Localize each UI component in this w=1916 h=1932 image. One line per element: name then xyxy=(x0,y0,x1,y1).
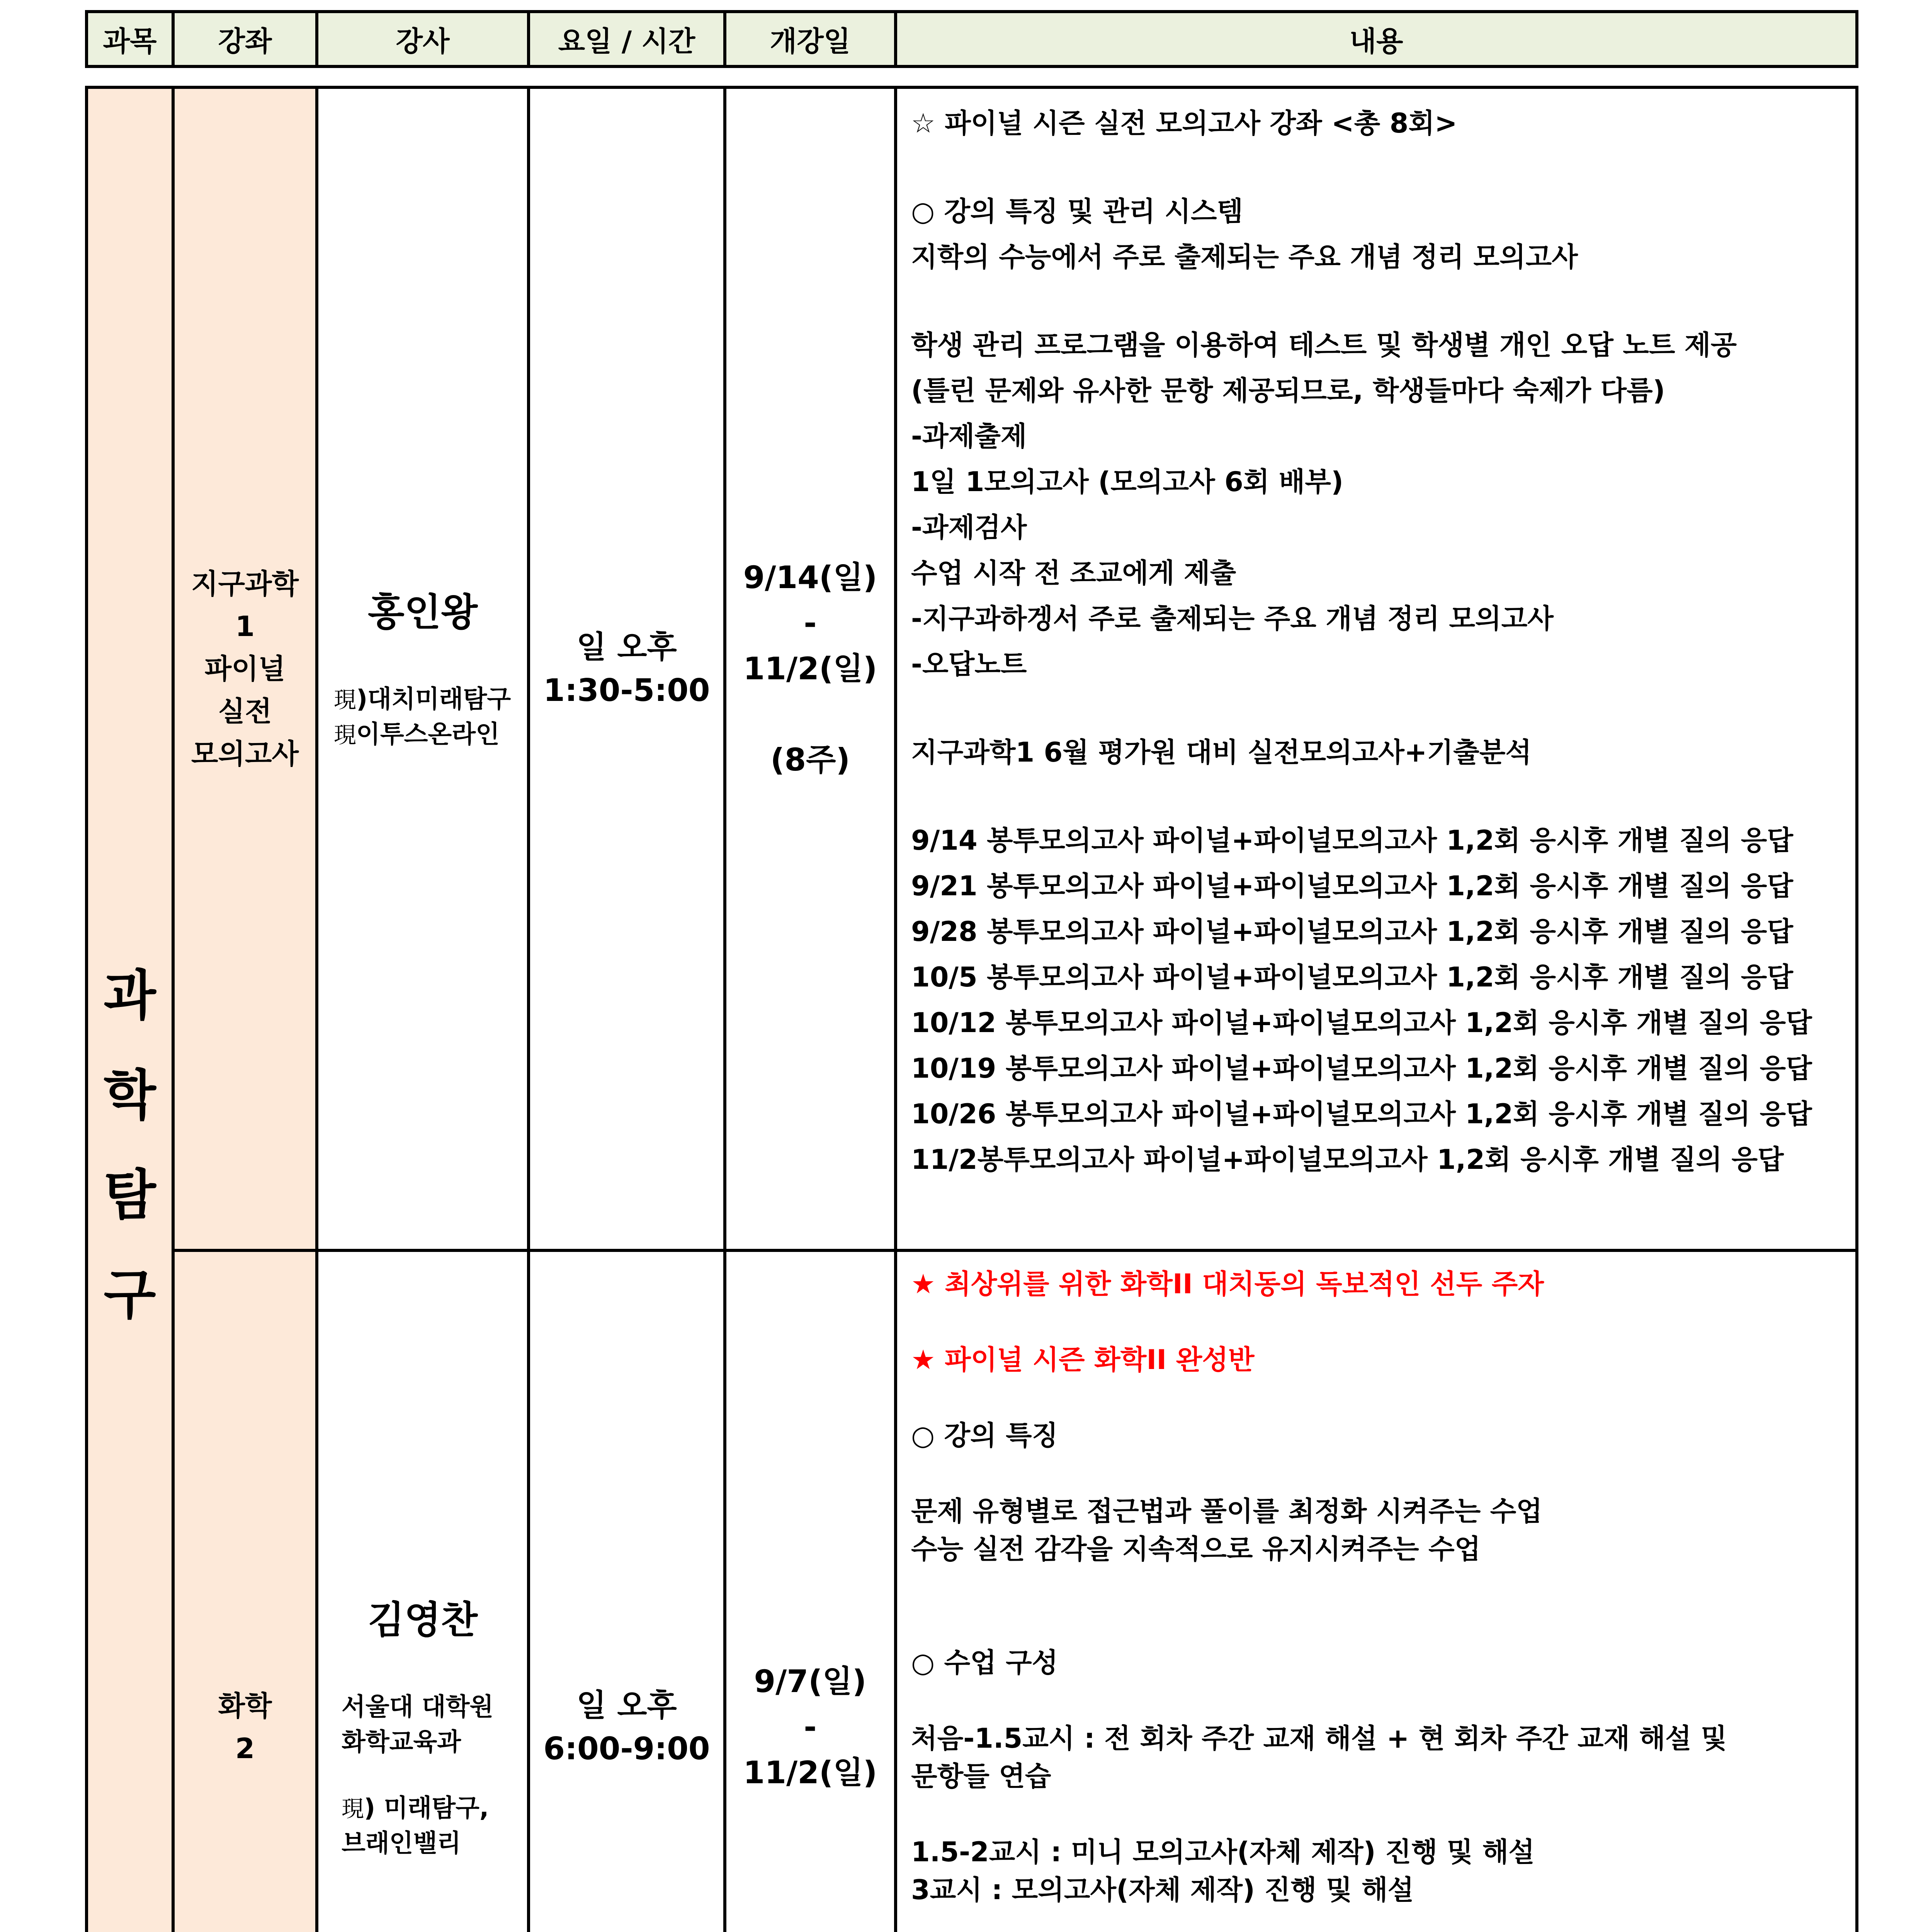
content-line: 문제 유형별로 접근법과 풀이를 최정화 시켜주는 수업 xyxy=(911,1495,1542,1527)
subject-letter: 학 xyxy=(104,1064,156,1127)
content-line: ☆ 파이널 시즌 실전 모의고사 강좌 <총 8회> xyxy=(911,107,1457,139)
day-time-cell xyxy=(529,1250,725,1932)
course-name-line: 화학 xyxy=(218,1690,272,1722)
content-line xyxy=(911,1606,1848,1644)
content-cell xyxy=(896,1250,1857,1932)
header-course: 강좌 xyxy=(173,12,317,66)
course-name-cell xyxy=(173,87,317,1250)
date-line: 11/2(일) xyxy=(743,651,877,687)
content-line: 10/5 봉투모의고사 파이널+파이널모의고사 1,2회 응시후 개별 질의 응답 xyxy=(911,961,1794,993)
course-name-line: 모의고사 xyxy=(191,738,299,770)
teacher-info-prefix: 現 xyxy=(334,722,357,748)
header-start-date: 개강일 xyxy=(725,12,896,66)
day-time-line: 6:00-9:00 xyxy=(543,1731,710,1767)
date-line: - xyxy=(804,1709,817,1745)
start-date-cell xyxy=(725,1250,896,1932)
course-name-line: 지구과학 xyxy=(191,568,299,600)
teacher-cell xyxy=(317,87,529,1250)
subject-letter: 구 xyxy=(104,1264,156,1327)
header-subject: 과목 xyxy=(87,12,173,66)
course-name-cell xyxy=(173,1250,317,1932)
day-time-line: 1:30-5:00 xyxy=(543,672,710,708)
course-name-line: 실전 xyxy=(218,695,272,728)
teacher-info-prefix: 現 xyxy=(342,1796,364,1822)
content-line: 10/12 봉투모의고사 파이널+파이널모의고사 1,2회 응시후 개별 질의 응답 xyxy=(911,1007,1812,1039)
teacher-info-line: 이투스온라인 xyxy=(356,720,500,749)
header-content: 내용 xyxy=(896,12,1857,66)
course-name-line: 파이널 xyxy=(204,653,286,685)
header-teacher: 강사 xyxy=(317,12,529,66)
content-line xyxy=(911,280,1848,322)
content-line: (틀린 문제와 유사한 문항 제공되므로, 학생들마다 숙제가 다름) xyxy=(911,375,1665,406)
content-line: 10/19 봉투모의고사 파이널+파이널모의고사 1,2회 응시후 개별 질의 응답 xyxy=(911,1053,1812,1084)
date-line: (8주) xyxy=(770,742,850,778)
date-line: 9/14(일) xyxy=(743,560,877,595)
content-line xyxy=(911,1379,1848,1417)
teacher-info-line: )대치미래탐구 xyxy=(356,685,511,714)
content-line: 3교시 : 모의고사(자체 제작) 진행 및 해설 xyxy=(911,1874,1414,1906)
subject-letter: 탐 xyxy=(104,1164,156,1227)
subject-letter: 과 xyxy=(104,964,156,1027)
content-line: 수업 시작 전 조교에게 제출 xyxy=(911,557,1236,589)
content-line: 지학의 수능에서 주로 출제되는 주요 개념 정리 모의고사 xyxy=(911,241,1578,273)
subject-cell xyxy=(87,87,173,1932)
day-time-cell xyxy=(529,87,725,1250)
schedule-table xyxy=(85,86,1858,1932)
content-line: 10/26 봉투모의고사 파이널+파이널모의고사 1,2회 응시후 개별 질의 응답 xyxy=(911,1098,1812,1130)
content-line: -과제검사 xyxy=(911,512,1027,543)
content-line: 학생 관리 프로그램을 이용하여 테스트 및 학생별 개인 오답 노트 제공 xyxy=(911,329,1737,361)
date-line: 11/2(일) xyxy=(743,1755,877,1791)
date-line xyxy=(726,692,894,737)
day-time-line: 일 오후 xyxy=(576,629,677,665)
content-line: 처음-1.5교시 : 전 회차 주간 교재 해설 + 현 회차 주간 교재 해설 및 xyxy=(911,1723,1727,1754)
course-name-line: 1 xyxy=(235,610,255,643)
content-line xyxy=(911,1682,1848,1719)
content-line xyxy=(911,1909,1848,1932)
content-cell xyxy=(896,87,1857,1250)
content-line: -오답노트 xyxy=(911,648,1027,680)
header-row xyxy=(87,12,1857,66)
content-line xyxy=(911,1795,1848,1833)
content-line: 문항들 연습 xyxy=(911,1760,1051,1792)
teacher-info xyxy=(342,1690,504,1861)
teacher-info-prefix: 現 xyxy=(334,687,357,713)
content-line: 1일 1모의고사 (모의고사 6회 배부) xyxy=(911,466,1344,498)
teacher-name: 김영찬 xyxy=(367,1598,478,1642)
course-name-line: 2 xyxy=(235,1732,255,1765)
teacher-info xyxy=(334,682,512,752)
course-row-chemistry xyxy=(87,1250,1857,1932)
content-line: ○ 강의 특징 xyxy=(911,1420,1058,1451)
content-line: ★ 최상위를 위한 화학II 대치동의 독보적인 선두 주자 xyxy=(911,1268,1544,1300)
content-line: 11/2봉투모의고사 파이널+파이널모의고사 1,2회 응시후 개별 질의 응답 xyxy=(911,1144,1784,1175)
content-line xyxy=(911,1303,1848,1341)
date-line: - xyxy=(804,605,817,641)
content-line: -과제출제 xyxy=(911,420,1027,452)
content-line: ★ 파이널 시즌 화학II 완성반 xyxy=(911,1344,1255,1376)
content-line xyxy=(911,687,1848,730)
start-date-cell xyxy=(725,87,896,1250)
content-line: 9/14 봉투모의고사 파이널+파이널모의고사 1,2회 응시후 개별 질의 응답 xyxy=(911,825,1794,856)
header-table xyxy=(85,10,1858,68)
content-line: 9/28 봉투모의고사 파이널+파이널모의고사 1,2회 응시후 개별 질의 응답 xyxy=(911,916,1794,947)
teacher-cell xyxy=(317,1250,529,1932)
content-line: ○ 강의 특징 및 관리 시스템 xyxy=(911,196,1243,227)
teacher-name: 홍인왕 xyxy=(367,590,478,634)
teacher-info-line: ) 미래탐구, xyxy=(364,1794,489,1823)
content-line xyxy=(911,1568,1848,1606)
content-line: 9/21 봉투모의고사 파이널+파이널모의고사 1,2회 응시후 개별 질의 응답 xyxy=(911,870,1794,902)
course-row-earth-science xyxy=(87,87,1857,1250)
content-line: 1.5-2교시 : 미니 모의고사(자체 제작) 진행 및 해설 xyxy=(911,1836,1535,1868)
day-time-line: 일 오후 xyxy=(576,1687,677,1723)
teacher-info-line: 서울대 대학원 xyxy=(342,1693,494,1721)
content-line: -지구과하겡서 주로 출제되는 주요 개념 정리 모의고사 xyxy=(911,603,1554,634)
teacher-info-line: 화학교육과 xyxy=(342,1728,461,1757)
content-line xyxy=(911,146,1848,189)
content-line: ○ 수업 구성 xyxy=(911,1647,1058,1679)
teacher-info-line: 브래인밸리 xyxy=(342,1829,461,1858)
date-line: 9/7(일) xyxy=(754,1663,867,1699)
content-line xyxy=(911,1454,1848,1492)
content-line xyxy=(911,775,1848,818)
header-day-time: 요일 / 시간 xyxy=(529,12,725,66)
content-line: 지구과학1 6월 평가원 대비 실전모의고사+기출분석 xyxy=(911,736,1532,768)
content-line: 수능 실전 감각을 지속적으로 유지시켜주는 수업 xyxy=(911,1533,1481,1565)
